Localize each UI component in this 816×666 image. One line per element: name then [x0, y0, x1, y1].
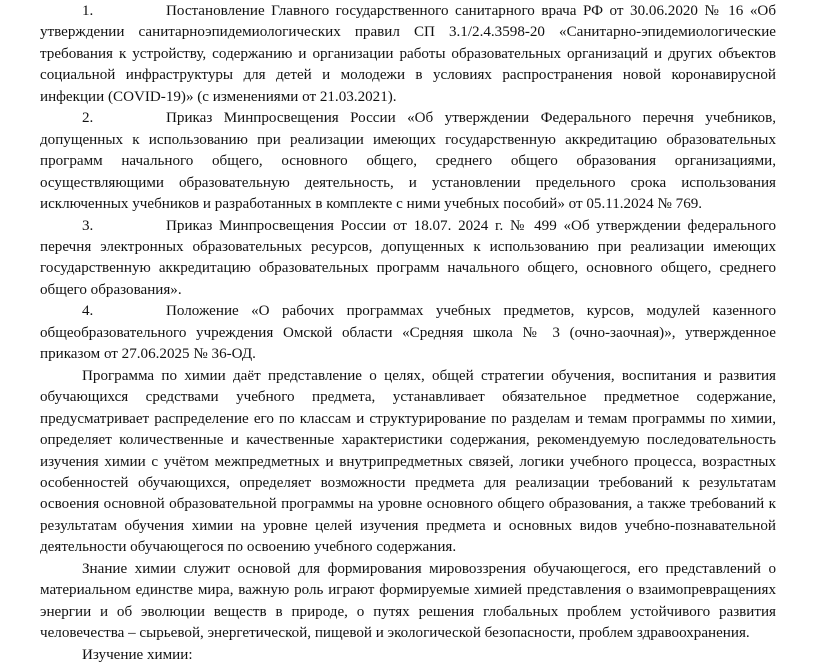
list-text: Приказ Минпросвещения России от 18.07. 2024 г. № 499 «Об утверждении федерального перечня электронных образовательных ресурсов, допущенных к использованию при реализации имеющих государственную аккредитацию образовательных программ начального общего, основного общего, среднего общего образования».	[40, 217, 776, 298]
list-number: 3.	[82, 217, 94, 234]
document-page	[40, 1, 776, 666]
list-text: Приказ Минпросвещения России «Об утверждении Федерального перечня учебников, допущенных к использованию при реализации имеющих государственную аккредитацию образовательных программ начального общего, основного общего, среднего общего образования организациями, осуществляющими образовательную деятельность, и установлении предельного срока использования исключенных учебников и разработанных в комплекте с ними учебных пособий» от 05.11.2024 № 769.	[40, 110, 776, 213]
list-item-2	[40, 108, 776, 215]
paragraph-program-description: Программа по химии даёт представление о целях, общей стратегии обучения, воспитания и развития обучающихся средствами учебного предмета, устанавливает обязательное предметное содержание, предусматривает распределение его по классам и структурирование по разделам и темам программы по химии, определяет количественные и качественные характеристики содержания, рекомендуемую последовательность изучения химии с учётом межпредметных и внутрипредметных связей, логики учебного процесса, возрастных особенностей обучающихся, определяет возможности предмета для реализации требований к результатам освоения основной образовательной программы на уровне основного общего образования, а также требований к результатам обучения химии на уровне целей изучения предмета и основных видов учебно-познавательной деятельности обучающегося по освоению учебного содержания.	[40, 367, 776, 556]
list-number: 2.	[82, 110, 94, 127]
list-item-4	[40, 301, 776, 365]
list-number: 1.	[82, 3, 94, 19]
list-item-1	[40, 1, 776, 108]
list-number: 4.	[82, 303, 94, 320]
paragraph-chemistry-knowledge: Знание химии служит основой для формирования мировоззрения обучающегося, его представлений о материальном единстве мира, важную роль играют формируемые химией представления о взаимопревращениях энергии и об эволюции веществ в природе, о путях решения глобальных проблем устойчивого развития человечества – сырьевой, энергетической, пищевой и экологической безопасности, проблем здравоохранения.	[40, 560, 776, 642]
list-item-3	[40, 216, 776, 302]
list-text: Постановление Главного государственного санитарного врача РФ от 30.06.2020 № 16 «Об утверждении санитарноэпидемиологических правил СП 3.1/2.4.3598-20 «Санитарно-эпидемиологические требования к устройству, содержанию и организации работы образовательных организаций и других объектов социальной инфраструктуры для детей и молодежи в условиях распространения новой коронавирусной инфекции (COVID-19)» (с изменениями от 21.03.2021).	[40, 3, 776, 105]
paragraph-study-heading: Изучение химии:	[82, 646, 193, 663]
list-text: Положение «О рабочих программах учебных предметов, курсов, модулей казенного общеобразовательного учреждения Омской области «Средняя школа № 3 (очно-заочная)», утвержденное приказом от 27.06.2025 № 36-ОД.	[40, 303, 776, 363]
